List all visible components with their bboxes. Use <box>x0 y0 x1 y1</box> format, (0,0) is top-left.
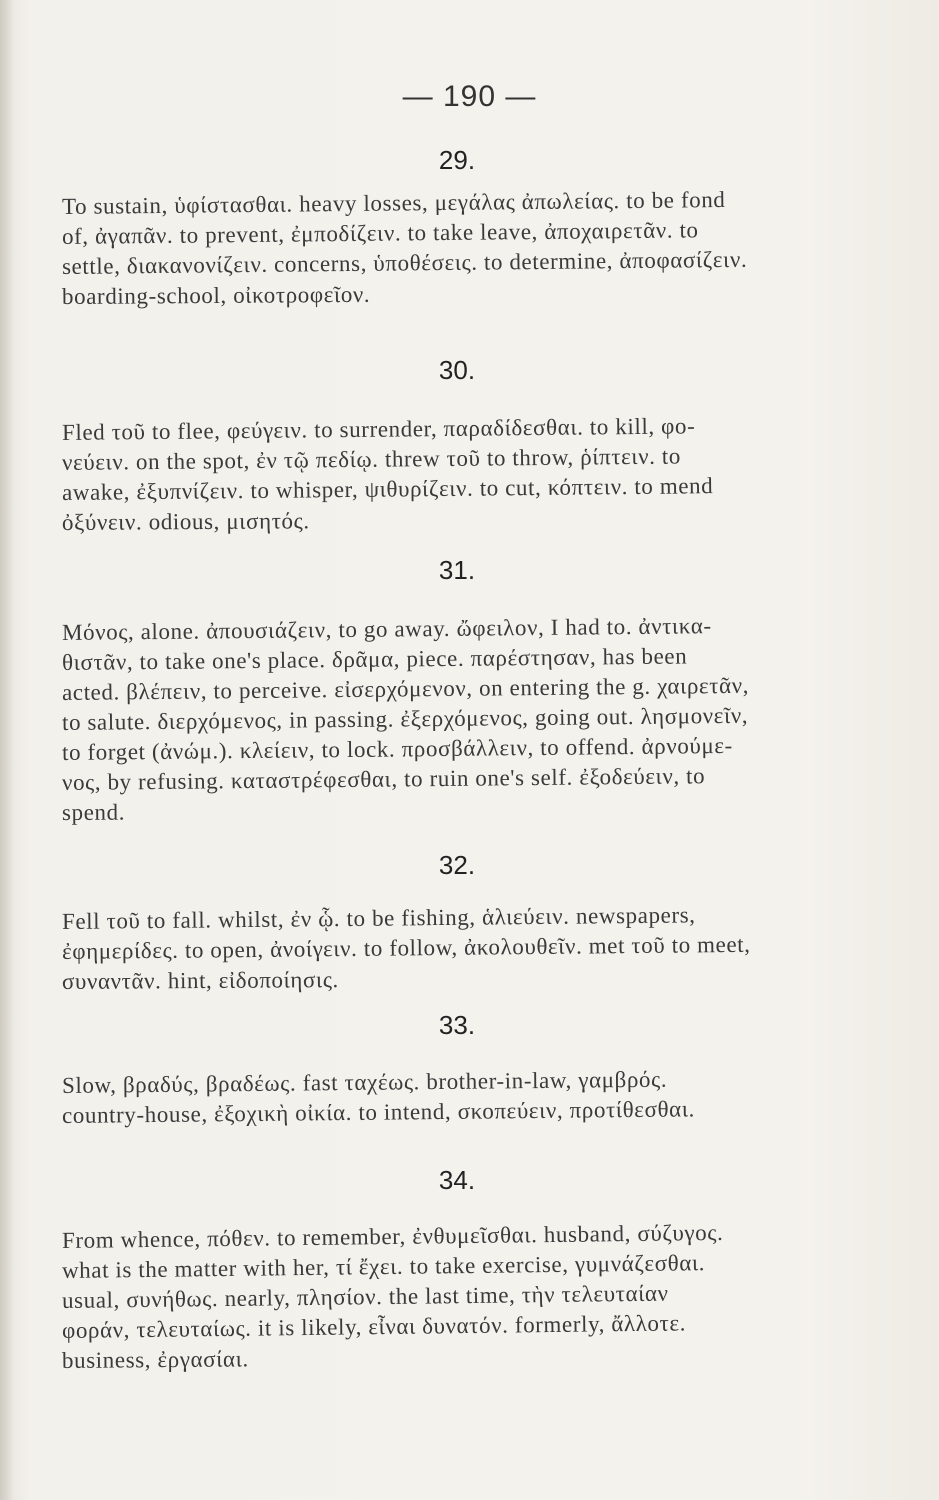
section-number: 34. <box>438 1165 476 1195</box>
text-line: Slow, βραδύς, βραδέως. fast ταχέως. brother-in-law, γαμβρός. <box>61 1066 668 1098</box>
text-line: to forget (ἀνώμ.). κλείειν, to lock. προσβάλλειν, to offend. ἀρνούμε- <box>61 732 733 765</box>
page-number: — 190 — <box>402 80 537 113</box>
text-line: settle, διακανονίζειν. concerns, ὑποθέσεις. to determine, ἀποφασίζειν. <box>61 246 748 279</box>
text-line: νος, by refusing. καταστρέφεσθαι, to ruin one's self. ἐξοδεύειν, to <box>61 763 706 795</box>
text-line: ὀξύνειν. odious, μισητός. <box>61 508 310 535</box>
text-line: ἐφημερίδες. to open, ἀνοίγειν. to follow, ἀκολουθεῖν. met τοῦ to meet, <box>61 931 751 964</box>
text-line: θιστᾶν, to take one's place. δρᾶμα, piece. παρέστησαν, has been <box>61 643 688 675</box>
text-line: of, ἀγαπᾶν. to prevent, ἐμποδίζειν. to take leave, ἀποχαιρετᾶν. to <box>61 217 699 249</box>
section-31 <box>62 550 852 828</box>
text-line: to salute. διερχόμενος, in passing. ἐξερχόμενος, going out. λησμονεῖν, <box>61 702 749 735</box>
text-line: usual, συνήθως. nearly, πλησίον. the last time, τὴν τελευταίαν <box>61 1280 669 1313</box>
text-line: Μόνος, alone. ἀπουσιάζειν, to go away. ὤφειλον, I had to. ἀντικα- <box>61 613 712 645</box>
text-line: To sustain, ὑφίστασθαι. heavy losses, μεγάλας ἀπωλείας. to be fond <box>61 187 726 219</box>
section-30 <box>62 350 852 538</box>
section-33 <box>62 1005 852 1131</box>
section-number: 31. <box>438 555 476 585</box>
text-line: From whence, πόθεν. to remember, ἐνθυμεῖσθαι. husband, σύζυγος. <box>61 1219 724 1253</box>
section-34 <box>62 1160 852 1376</box>
section-number: 33. <box>438 1010 476 1040</box>
text-line: boarding-school, οἰκοτροφεῖον. <box>61 281 371 309</box>
section-29 <box>62 140 852 312</box>
section-number: 29. <box>438 145 476 175</box>
text-line: country-house, ἐξοχικὴ οἰκία. to intend, σκοπεύειν, προτίθεσθαι. <box>61 1096 696 1128</box>
text-line: business, ἐργασίαι. <box>61 1346 249 1373</box>
text-line: spend. <box>61 799 126 825</box>
page-binding-shadow <box>0 0 14 1500</box>
section-32 <box>62 845 852 997</box>
text-line: φοράν, τελευταίως. it is likely, εἶναι δυνατόν. formerly, ἄλλοτε. <box>61 1310 687 1343</box>
text-line: awake, ἐξυπνίζειν. to whisper, ψιθυρίζειν. to cut, κόπτειν. to mend <box>61 473 714 505</box>
text-line: συναντᾶν. hint, εἰδοποίησις. <box>61 967 339 994</box>
text-line: what is the matter with her, τί ἔχει. to take exercise, γυμνάζεσθαι. <box>61 1250 706 1283</box>
text-line: Fell τοῦ to fall. whilst, ἐν ᾧ. to be fishing, ἁλιεύειν. newspapers, <box>61 902 696 934</box>
section-number: 32. <box>438 850 476 880</box>
section-number: 30. <box>438 355 476 385</box>
text-line: νεύειν. on the spot, ἐν τῷ πεδίῳ. threw τοῦ to throw, ῥίπτειν. to <box>61 443 682 475</box>
text-line: Fled τοῦ to flee, φεύγειν. to surrender, παραδίδεσθαι. to kill, φο- <box>61 413 696 445</box>
text-line: acted. βλέπειν, to perceive. εἰσερχόμενον, on entering the g. χαιρετᾶν, <box>61 672 750 705</box>
